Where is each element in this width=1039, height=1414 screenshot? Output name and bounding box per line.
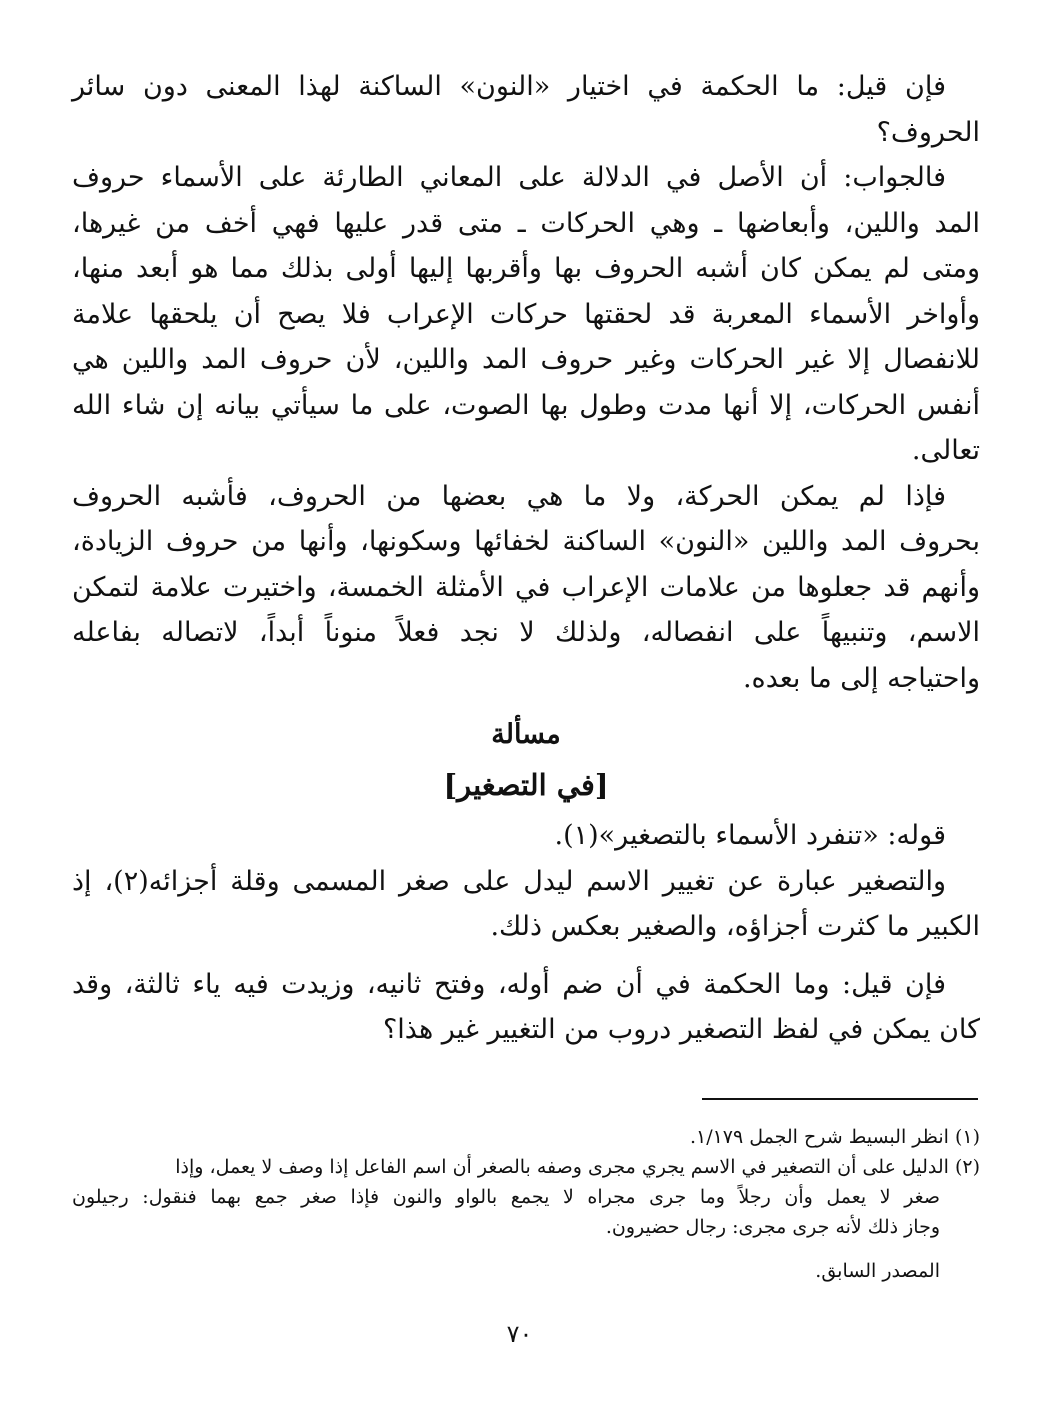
text-line: تعالى. xyxy=(911,435,980,466)
page-number: ٧٠ xyxy=(506,1320,533,1348)
text-line: كان يمكن في لفظ التصغير دروب من التغيير غير هذا؟ xyxy=(382,1014,980,1045)
paragraph xyxy=(72,859,980,950)
footnote-1: (١) انظر البسيط شرح الجمل ١/١٧٩. xyxy=(689,1126,980,1148)
paragraph xyxy=(72,962,980,1053)
text-line: أنفس الحركات، إلا أنها مدت وطول بها الصوت، على ما سيأتي بيانه إن شاء الله xyxy=(72,389,980,421)
text-line: بحروف المد واللين «النون» الساكنة لخفائها وسكونها، وأنها من حروف الزيادة، xyxy=(72,526,980,557)
text-line: المد واللين، وأبعاضها ـ وهي الحركات ـ متى قدر عليها فهي أخف من غيرها، xyxy=(72,207,980,239)
spacer xyxy=(72,950,980,962)
text-line: فإن قيل: ما الحكمة في اختيار «النون» الساكنة لهذا المعنى دون سائر xyxy=(72,71,946,102)
text-line: قوله: «تنفرد الأسماء بالتصغير»(١). xyxy=(554,820,946,851)
paragraph xyxy=(72,64,980,155)
text-line: والتصغير عبارة عن تغيير الاسم ليدل على صغر المسمى وقلة أجزائه(٢)، إذ xyxy=(72,865,947,897)
footnote-2: (٢) الدليل على أن التصغير في الاسم يجري مجرى وصفه بالصغر أن اسم الفاعل إذا وصف لا يعمل، وإذا xyxy=(175,1156,980,1178)
paragraph xyxy=(72,813,980,859)
footnote-2-line: صغر لا يعمل وأن رجلاً وما جرى مجراه لا يجمع بالواو والنون فإذا صغر جمع بهما فنقول: رجيلون xyxy=(72,1186,940,1208)
paragraph xyxy=(72,155,980,474)
text-line: للانفصال إلا غير الحركات وغير حروف المد واللين، لأن حروف المد واللين هي xyxy=(72,344,980,375)
text-line: فإن قيل: وما الحكمة في أن ضم أوله، وفتح ثانيه، وزيدت فيه ياء ثالثة، وقد xyxy=(72,968,946,1000)
footnotes xyxy=(72,1122,980,1286)
text-line: وأواخر الأسماء المعربة قد لحقتها حركات الإعراب فلا يصح أن يلحقها علامة xyxy=(72,298,980,330)
text-line: وأنهم قد جعلوها من علامات الإعراب في الأمثلة الخمسة، واختيرت علامة لتمكن xyxy=(72,571,980,603)
page-body xyxy=(72,64,980,1053)
text-line: الكبير ما كثرت أجزاؤه، والصغير بعكس ذلك. xyxy=(490,911,980,942)
text-line: ومتى لم يمكن كان أشبه الحروف بها وأقربها إليها أولى بذلك مما هو أبعد منها، xyxy=(72,253,980,284)
text-line: فالجواب: أن الأصل في الدلالة على المعاني الطارئة على الأسماء حروف xyxy=(72,162,946,193)
text-line: الاسم، وتنبيهاً على انفصاله، ولذلك لا نجد فعلاً منوناً أبداً، لاتصاله بفاعله xyxy=(72,617,980,648)
footnote-source: المصدر السابق. xyxy=(815,1260,940,1282)
paragraph xyxy=(72,474,980,702)
section-subheading: [في التصغير] xyxy=(443,768,609,802)
text-line: واحتياجه إلى ما بعده. xyxy=(742,662,980,694)
text-line: الحروف؟ xyxy=(876,116,980,148)
footnote-2-line: وجاز ذلك لأنه جرى مجرى: رجال حضيرون. xyxy=(605,1216,940,1238)
section-heading: مسألة xyxy=(491,719,561,750)
text-line: فإذا لم يمكن الحركة، ولا ما هي بعضها من الحروف، فأشبه الحروف xyxy=(72,480,946,512)
footnote-separator xyxy=(702,1098,978,1100)
